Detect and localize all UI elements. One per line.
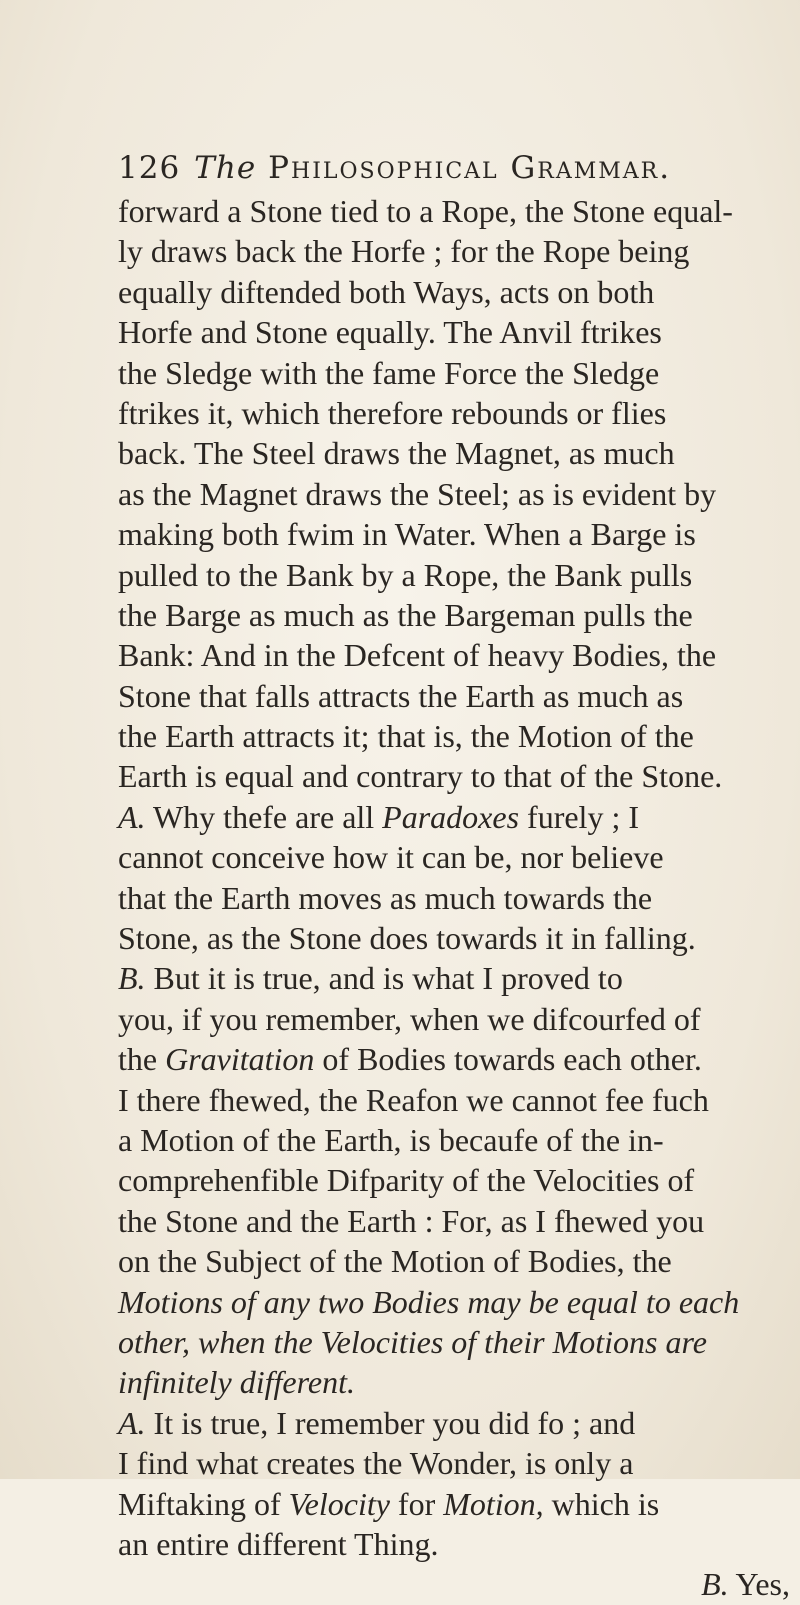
body-text — [118, 191, 800, 1605]
text-line: a Motion of the Earth, is becaufe of the in- — [118, 1121, 664, 1158]
text-line: the Gravitation of Bodies towards each other. — [118, 1041, 702, 1078]
text-line: Bank: And in the Defcent of heavy Bodies, the — [118, 637, 717, 674]
text-line: the Stone and the Earth : For, as I fhewed you — [118, 1202, 705, 1239]
text-line: Earth is equal and contrary to that of the Stone. — [118, 758, 723, 795]
text-line: ftrikes it, which therefore rebounds or flies — [118, 394, 667, 431]
text-line: forward a Stone tied to a Rope, the Stone equal- — [118, 193, 733, 229]
text-line: I there fhewed, the Reafon we cannot fee fuch — [118, 1081, 709, 1118]
running-header — [118, 150, 738, 190]
text-line: back. The Steel draws the Magnet, as much — [118, 435, 675, 472]
text-line: on the Subject of the Motion of Bodies, the — [118, 1243, 672, 1280]
text-line: Horfe and Stone equally. The Anvil ftrikes — [118, 314, 662, 351]
text-line: Miftaking of Velocity for Motion, which is — [118, 1485, 660, 1522]
text-line: ly draws back the Horfe ; for the Rope being — [118, 233, 690, 270]
text-line: A. It is true, I remember you did fo ; and — [118, 1404, 636, 1441]
text-line: I find what creates the Wonder, is only a — [118, 1445, 634, 1482]
text-line: the Sledge with the fame Force the Sledge — [118, 354, 660, 391]
text-line: infinitely different. — [118, 1364, 355, 1401]
text-line: comprehenfible Difparity of the Velocities of — [118, 1162, 695, 1199]
header-title: Philosophical Grammar. — [268, 150, 672, 186]
catchword: B. Yes, — [701, 1566, 790, 1603]
page-number: 126 — [118, 150, 181, 186]
text-line: cannot conceive how it can be, nor believe — [118, 839, 664, 876]
text-line: equally diftended both Ways, acts on both — [118, 273, 655, 310]
text-line: an entire different Thing. — [118, 1525, 439, 1562]
text-line: making both fwim in Water. When a Barge is — [118, 516, 696, 553]
text-line: Stone, as the Stone does towards it in falling. — [118, 920, 696, 957]
text-line: the Barge as much as the Bargeman pulls the — [118, 596, 693, 633]
text-line: B. But it is true, and is what I proved to — [118, 960, 623, 997]
text-line: the Earth attracts it; that is, the Motion of the — [118, 718, 694, 755]
text-line: that the Earth moves as much towards the — [118, 879, 653, 916]
text-line: other, when the Velocities of their Motions are — [118, 1323, 707, 1360]
header-article: The — [194, 150, 257, 186]
text-line: Motions of any two Bodies may be equal to each — [118, 1283, 740, 1320]
text-line: pulled to the Bank by a Rope, the Bank pulls — [118, 556, 693, 593]
text-line: as the Magnet draws the Steel; as is evident by — [118, 475, 717, 512]
text-line: Stone that falls attracts the Earth as much as — [118, 677, 684, 714]
text-line: you, if you remember, when we difcourfed of — [118, 1000, 701, 1037]
text-line: A. Why thefe are all Paradoxes furely ; I — [118, 798, 639, 835]
